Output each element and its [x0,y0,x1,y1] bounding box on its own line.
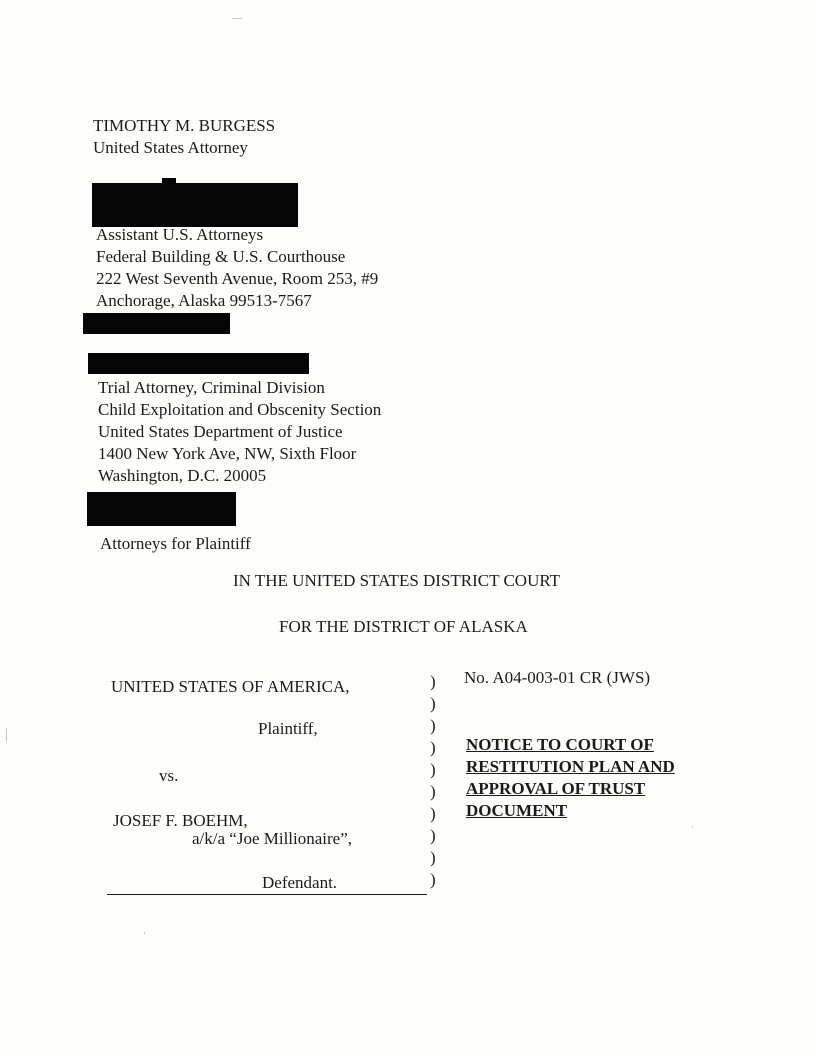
doj-street-address: 1400 New York Ave, NW, Sixth Floor [98,444,357,463]
court-district: FOR THE DISTRICT OF ALASKA [279,617,528,636]
plaintiff-label: Plaintiff, [258,719,318,738]
defendant-label: Defendant. [262,873,338,892]
us-attorney-title: United States Attorney [93,138,248,157]
caption-rule [107,894,427,895]
street-address: 222 West Seventh Avenue, Room 253, #9 [96,269,379,288]
court-name: IN THE UNITED STATES DISTRICT COURT [233,571,561,590]
document-title-line: RESTITUTION PLAN AND [466,757,675,776]
paren: ) [430,760,436,779]
city-address: Anchorage, Alaska 99513-7567 [96,291,312,310]
versus: vs. [159,766,179,785]
redaction-block [83,313,230,334]
attorneys-for-plaintiff: Attorneys for Plaintiff [100,534,251,553]
scan-speck [692,826,693,828]
defendant-name: JOSEF F. BOEHM, [113,811,248,830]
doj-city-address: Washington, D.C. 20005 [98,466,267,485]
redaction-block [88,353,309,374]
doj-section: Child Exploitation and Obscenity Section [98,400,382,419]
scan-speck [232,18,242,19]
paren: ) [430,804,436,823]
courthouse-address: Federal Building & U.S. Courthouse [96,247,346,266]
us-attorney-name: TIMOTHY M. BURGESS [93,116,276,135]
document-title-line: APPROVAL OF TRUST [466,779,646,798]
redaction-block [92,183,298,227]
paren: ) [430,826,436,845]
paren: ) [430,782,436,801]
case-number: No. A04-003-01 CR (JWS) [464,668,651,687]
redaction-block [87,492,236,526]
paren: ) [430,870,436,889]
document-title-line: NOTICE TO COURT OF [466,735,654,754]
plaintiff-name: UNITED STATES OF AMERICA, [111,677,350,696]
redaction-block [162,178,176,186]
document-title-line: DOCUMENT [466,801,568,820]
defendant-alias: a/k/a “Joe Millionaire”, [192,829,353,848]
assistant-attorneys-title: Assistant U.S. Attorneys [96,225,264,244]
paren: ) [430,738,436,757]
paren: ) [430,672,436,691]
paren: ) [430,694,436,713]
paren: ) [430,848,436,867]
scan-speck [6,728,7,742]
doj-department: United States Department of Justice [98,422,343,441]
scan-speck [144,932,145,934]
trial-attorney-title: Trial Attorney, Criminal Division [98,378,325,397]
paren: ) [430,716,436,735]
